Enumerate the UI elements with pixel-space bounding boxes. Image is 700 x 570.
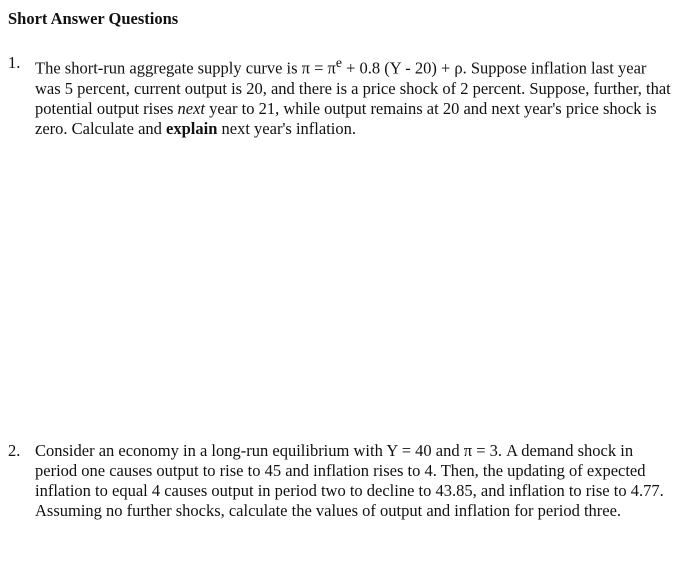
question-number: 1. (8, 53, 21, 72)
question-text-part: The short-run aggregate supply curve is π = π (35, 58, 336, 78)
question-text: Consider an economy in a long-run equilibrium with Y = 40 and π = 3. A demand shock in period one causes output to rise to 45 and inflation rises to 4. Then, the updating of expected inflation to equal 4 causes output in period two to decline to 43.85, and inflation to rise to 4.77. Assuming no further shocks, calculate the values of output and inflation for period three. (35, 441, 664, 520)
expectation-superscript: e (335, 55, 342, 70)
question-text-part: next year's inflation. (217, 118, 356, 138)
question-text-part: year to 21, while output remains at 20 and next year's price shock is zero. Calculate and (35, 98, 657, 138)
question-text (35, 53, 675, 139)
emphasis-italic: next (177, 98, 206, 118)
emphasis-bold: explain (166, 118, 218, 138)
question-2 (8, 441, 680, 521)
section-heading: Short Answer Questions (8, 9, 179, 28)
question-1 (8, 53, 680, 139)
question-text-part: + 0.8 (Y - 20) + ρ. Suppose inflation last year was 5 percent, current output is 20, and there is a price shock of 2 percent. Suppose, further, that potential output rises (35, 58, 671, 118)
question-number: 2. (8, 441, 21, 460)
